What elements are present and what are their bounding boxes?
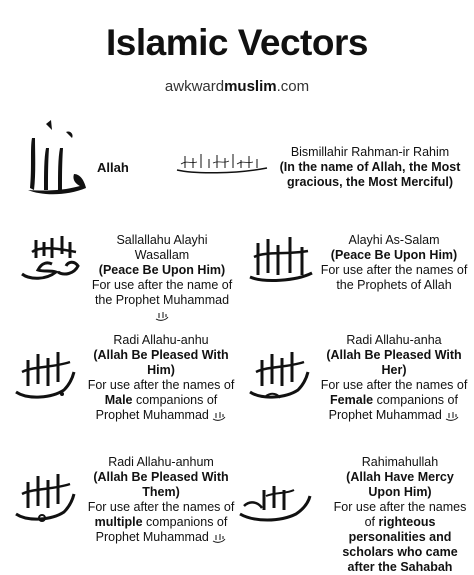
saw-calligraphy-icon [16, 232, 84, 284]
ra-anha-use-bold: Female [330, 393, 374, 407]
ra-anhu-use-pre: For use after the names of [87, 378, 235, 392]
saw-name: Sallallahu Alayhi Wasallam [116, 233, 208, 262]
rahimahullah-block [330, 455, 470, 575]
ra-anhu-use-bold: Male [104, 393, 133, 407]
as-meaning: (Peace Be Upon Him) [330, 248, 458, 262]
rahimahullah-use-pre: For use after the names of [333, 500, 467, 529]
rahimahullah-use-bold: righteous personalities and scholars who came after the Sahabah [342, 515, 458, 574]
ra-anhu-block [86, 333, 236, 423]
ra-anha-use-post: companions of Prophet Muhammad [328, 393, 458, 422]
ra-anha-use [318, 378, 470, 423]
bismillah-block [272, 145, 468, 190]
ra-anhu-use-post: companions of Prophet Muhammad [95, 393, 218, 422]
site-url-suffix: .com [276, 78, 310, 95]
saw-use [88, 278, 236, 323]
ra-anhu-calligraphy-icon [12, 346, 80, 402]
ra-anhum-use-post: companions of Prophet Muhammad [95, 515, 228, 544]
as-use: For use after the names of the Prophets of Allah [320, 263, 468, 292]
bismillah-calligraphy-icon [175, 150, 270, 176]
pbuh-mark-icon [212, 410, 226, 422]
as-block [320, 233, 468, 293]
page-title: Islamic Vectors [106, 22, 368, 63]
rahimahullah-name: Rahimahullah [361, 455, 439, 469]
rahimahullah-meaning: (Allah Have Mercy Upon Him) [346, 470, 454, 499]
site-url-bold: muslim [224, 78, 277, 95]
pbuh-mark-icon [155, 310, 169, 322]
rahimahullah-use [330, 500, 470, 575]
ra-anhum-calligraphy-icon [12, 466, 80, 524]
ra-anha-block [318, 333, 470, 423]
as-name: Alayhi As-Salam [348, 233, 440, 247]
rahimahullah-calligraphy-icon [236, 480, 316, 526]
allah-label: Allah [97, 160, 129, 175]
bismillah-meaning: (In the name of Allah, the Most gracious, the Most Merciful) [279, 160, 461, 189]
saw-block [88, 233, 236, 323]
ra-anhum-name: Radi Allahu-anhum [108, 455, 214, 469]
ra-anha-meaning: (Allah Be Pleased With Her) [326, 348, 462, 377]
ra-anhu-use [86, 378, 236, 423]
ra-anhu-meaning: (Allah Be Pleased With Him) [93, 348, 229, 377]
ra-anha-name: Radi Allahu-anha [346, 333, 442, 347]
ra-anhum-meaning: (Allah Be Pleased With Them) [93, 470, 229, 499]
ra-anhu-name: Radi Allahu-anhu [113, 333, 209, 347]
saw-meaning: (Peace Be Upon Him) [98, 263, 226, 277]
pbuh-mark-icon [445, 410, 459, 422]
ra-anhum-use-pre: For use after the names of [87, 500, 235, 514]
saw-use-text: For use after the name of the Prophet Muhammad [91, 278, 233, 307]
ra-anhum-block [86, 455, 236, 545]
site-url-prefix: awkward [164, 78, 225, 95]
ra-anha-use-pre: For use after the names of [320, 378, 468, 392]
pbuh-mark-icon [212, 532, 226, 544]
allah-calligraphy-icon [22, 118, 92, 198]
bismillah-name: Bismillahir Rahman-ir Rahim [290, 145, 450, 159]
ra-anhum-use [86, 500, 236, 545]
as-calligraphy-icon [246, 233, 318, 285]
ra-anhum-use-bold: multiple [94, 515, 143, 529]
site-url [0, 78, 474, 95]
ra-anha-calligraphy-icon [246, 346, 314, 402]
